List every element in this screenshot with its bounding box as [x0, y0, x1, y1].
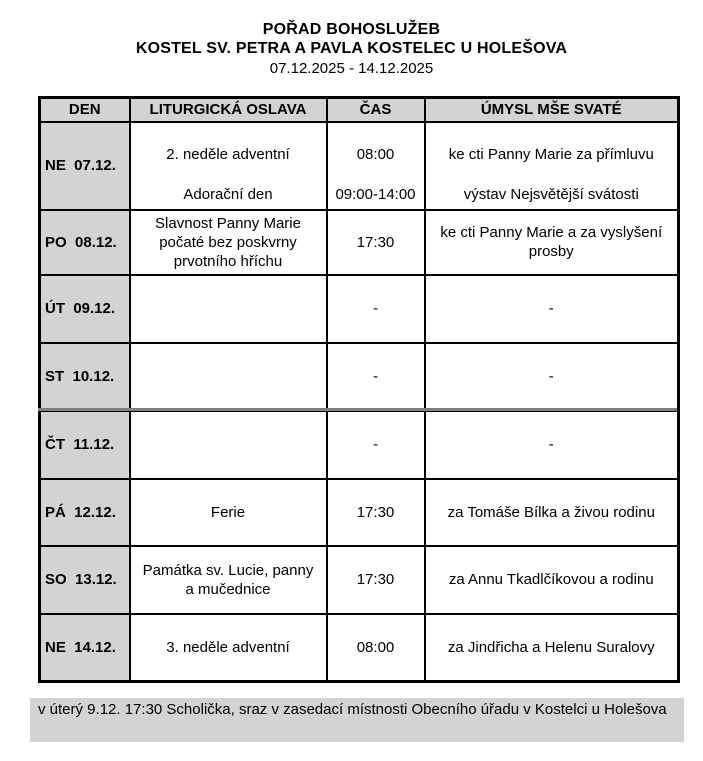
day-cell: ČT 11.12. [40, 411, 130, 479]
celebration-cell: 3. neděle adventní [130, 614, 327, 682]
time-entry: 09:00-14:00 [335, 185, 416, 203]
celebration-cell [130, 411, 327, 479]
table-row [40, 275, 679, 343]
footer-note: v úterý 9.12. 17:30 Scholička, sraz v zasedací místnosti Obecního úřadu v Kostelci u Holešova [30, 698, 684, 742]
table-row [40, 343, 679, 411]
column-header-liturgicka-oslava: LITURGICKÁ OSLAVA [130, 98, 327, 122]
time-cell: - [327, 343, 425, 411]
day-cell: NE 07.12. [40, 122, 130, 210]
table-row [40, 614, 679, 682]
time-cell: 17:30 [327, 546, 425, 614]
intention-entry: ke cti Panny Marie za přímluvu [448, 145, 654, 163]
celebration-cell: Památka sv. Lucie, panny a mučednice [130, 546, 327, 614]
celebration-cell [130, 275, 327, 343]
celebration-cell [130, 122, 327, 210]
intention-stack [434, 124, 670, 208]
celebration-entry: Adorační den [183, 185, 273, 203]
schedule-table [38, 96, 680, 683]
table-row [40, 411, 679, 479]
celebration-entry: 2. neděle adventní [166, 145, 290, 163]
celebration-cell: Ferie [130, 479, 327, 546]
time-cell: 17:30 [327, 210, 425, 275]
intention-cell: ke cti Panny Marie a za vyslyšení prosby [425, 210, 679, 275]
intention-cell: za Jindřicha a Helenu Suralovy [425, 614, 679, 682]
time-cell: - [327, 411, 425, 479]
page-title: POŘAD BOHOSLUŽEB [262, 21, 441, 38]
intention-cell: - [425, 343, 679, 411]
page-break-divider [38, 408, 677, 411]
table-row [40, 210, 679, 275]
time-cell: - [327, 275, 425, 343]
column-header-den: DEN [40, 98, 130, 122]
table-row [40, 479, 679, 546]
time-cell [327, 122, 425, 210]
time-entry: 08:00 [356, 145, 395, 163]
day-cell: ÚT 09.12. [40, 275, 130, 343]
day-cell: ST 10.12. [40, 343, 130, 411]
day-cell: PO 08.12. [40, 210, 130, 275]
day-cell: PÁ 12.12. [40, 479, 130, 546]
column-header-cas: ČAS [327, 98, 425, 122]
celebration-cell [130, 343, 327, 411]
time-cell: 17:30 [327, 479, 425, 546]
day-cell: NE 14.12. [40, 614, 130, 682]
time-stack [330, 124, 422, 208]
intention-cell: - [425, 275, 679, 343]
time-cell: 08:00 [327, 614, 425, 682]
intention-cell: - [425, 411, 679, 479]
intention-cell [425, 122, 679, 210]
table-header-row [40, 98, 679, 122]
table-row [40, 546, 679, 614]
celebration-stack [141, 124, 316, 208]
table-row [40, 122, 679, 210]
intention-cell: za Tomáše Bílka a živou rodinu [425, 479, 679, 546]
intention-entry: výstav Nejsvětější svátosti [463, 185, 639, 203]
document-header [0, 20, 703, 78]
intention-cell: za Annu Tkadlčíkovou a rodinu [425, 546, 679, 614]
celebration-cell: Slavnost Panny Marie počaté bez poskvrny prvotního hříchu [130, 210, 327, 275]
page-subtitle: KOSTEL SV. PETRA A PAVLA KOSTELEC U HOLEŠOVA [135, 40, 568, 57]
date-range: 07.12.2025 - 14.12.2025 [269, 60, 434, 77]
day-cell: SO 13.12. [40, 546, 130, 614]
column-header-umysl: ÚMYSL MŠE SVATÉ [425, 98, 679, 122]
